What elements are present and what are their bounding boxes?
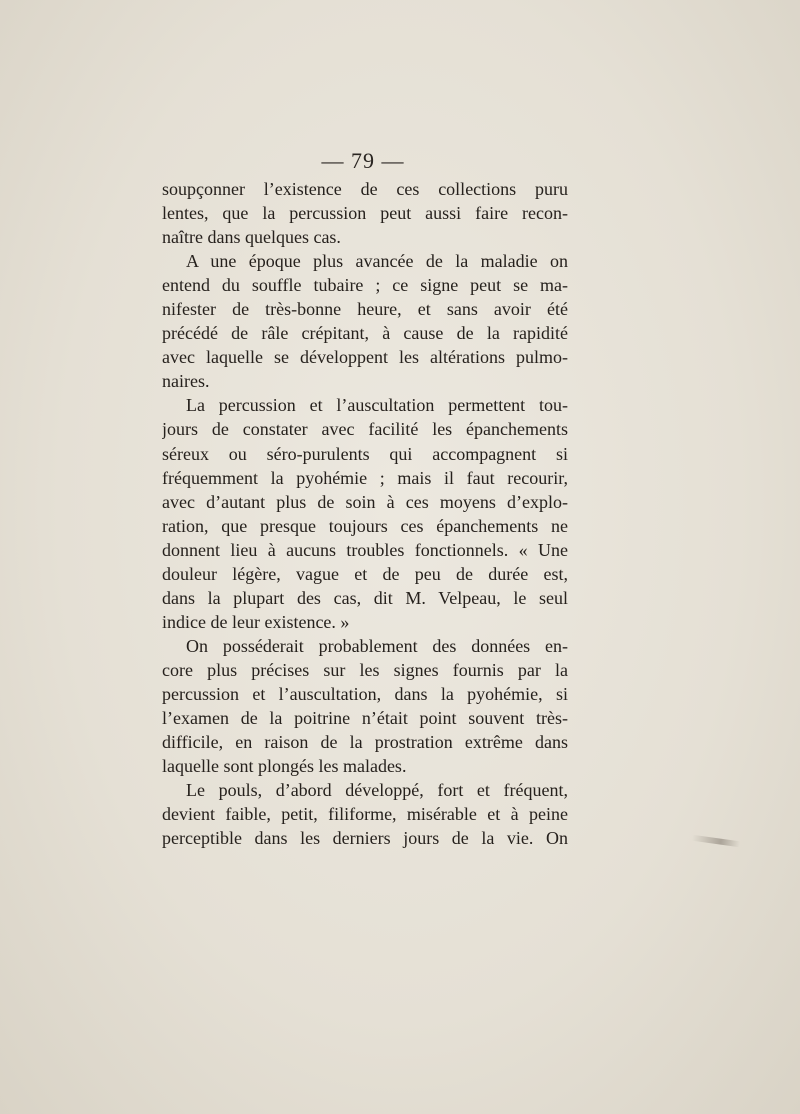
text-line: On posséderait probablement des données en- xyxy=(186,635,568,656)
text-line: A une époque plus avancée de la maladie on xyxy=(186,251,568,272)
text-line: douleur légère, vague et de peu de durée est, xyxy=(162,563,568,584)
text-line: entend du souffle tubaire ; ce signe peut se ma- xyxy=(162,275,568,296)
text-line: perceptible dans les derniers jours de la vie. On xyxy=(162,828,568,849)
page-number: — 79 — xyxy=(321,148,405,173)
text-line: devient faible, petit, filiforme, misérable et à peine xyxy=(162,804,568,825)
text-line: jours de constater avec facilité les épanchements xyxy=(162,419,568,440)
text-line: difficile, en raison de la prostration extrême dans xyxy=(162,732,568,753)
text-line: fréquemment la pyohémie ; mais il faut recourir, xyxy=(162,467,568,488)
text-line: percussion et l’auscultation, dans la pyohémie, si xyxy=(162,683,568,704)
text-line: core plus précises sur les signes fournis par la xyxy=(162,659,568,680)
text-line: dans la plupart des cas, dit M. Velpeau, le seul xyxy=(162,587,568,608)
text-line: La percussion et l’auscultation permettent tou- xyxy=(186,395,568,416)
page-edge-mark xyxy=(692,835,740,848)
text-line: ration, que presque toujours ces épanchements ne xyxy=(162,515,568,536)
text-line: précédé de râle crépitant, à cause de la rapidité xyxy=(162,323,568,344)
text-line: avec d’autant plus de soin à ces moyens d’explo- xyxy=(162,491,568,512)
text-line: Le pouls, d’abord développé, fort et fréquent, xyxy=(186,780,568,801)
text-line: soupçonner l’existence de ces collections puru xyxy=(162,179,568,199)
text-line: l’examen de la poitrine n’était point souvent très- xyxy=(162,708,568,729)
text-line: indice de leur existence. » xyxy=(162,611,350,632)
text-line: naires. xyxy=(162,371,210,392)
text-line: lentes, que la percussion peut aussi faire recon- xyxy=(162,203,568,224)
body-text xyxy=(162,177,568,850)
text-line: séreux ou séro-purulents qui accompagnent si xyxy=(162,443,568,464)
text-line: nifester de très-bonne heure, et sans avoir été xyxy=(162,299,568,320)
text-line: avec laquelle se développent les altérations pulmo- xyxy=(162,347,568,368)
text-line: donnent lieu à aucuns troubles fonctionnels. « Une xyxy=(162,539,568,560)
text-line: naître dans quelques cas. xyxy=(162,227,341,248)
text-line: laquelle sont plongés les malades. xyxy=(162,756,407,777)
